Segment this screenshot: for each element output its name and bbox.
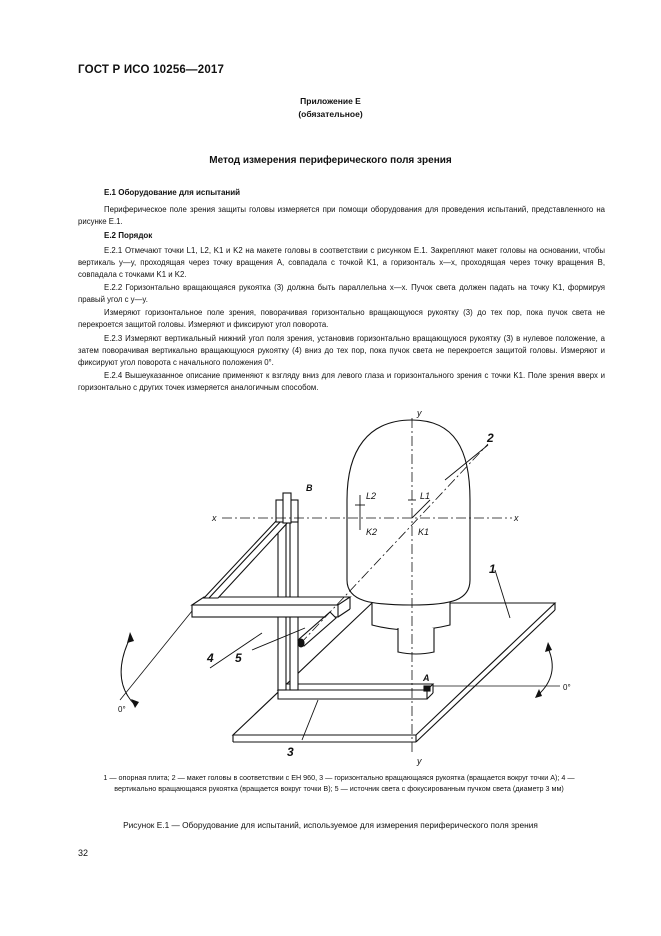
horizontal-arm [278,684,433,690]
label-k1: K1 [418,527,430,537]
e1-heading: Е.1 Оборудование для испытаний [104,188,241,197]
label-y-bottom: y [417,756,422,766]
page-number: 32 [78,848,89,858]
e2-heading: Е.2 Порядок [104,231,153,240]
label-l2: L2 [366,491,377,501]
e23-text: Е.2.3 Измеряют вертикальный нижний угол поля зрения, установив горизонтально вращающуюся рукоятку (3) в нулевое положение, а затем поворачивая вертикально вращающуюся рукоятку (4) вниз до тех пор, пока пучок света не перекроется защитой головы. Измеряют и фиксируют угол поворота с начального положения 0°. [78,334,605,367]
label-4: 4 [207,651,214,665]
figure-caption: 1 — опорная плита; 2 — макет головы в соответствии с ЕН 960, 3 — горизонтально вращающаяся рукоятка (вращается вокруг точки А); 4 — вертикально вращающаяся рукоятка (вращается вокруг точки В); 5 — источник света с фокусированным пучком света (диаметр 3 мм) [103,773,575,793]
e22-text-2: Измеряют горизонтальное поле зрения, поворачивая горизонтально вращающуюся рукоятку (3) до тех пор, пока пучок света не перекроется защитой головы. Измеряют и фиксируют угол поворота. [78,308,605,329]
label-1: 1 [489,562,496,576]
head-form [347,420,470,605]
annex-title: Приложение Е [300,96,361,106]
e22-text: Е.2.2 Горизонтально вращающаяся рукоятка (3) должна быть параллельна x—x. Пучок света должен падать на точку K1, формируя правый угол с y—y. [78,283,605,304]
figure-title: Рисунок Е.1 — Оборудование для испытаний, используемое для измерения периферического поля зрения [123,820,538,830]
label-deg-left: 0° [118,705,126,714]
label-b: B [306,483,313,493]
label-2: 2 [487,431,494,445]
label-5: 5 [235,651,242,665]
label-x-left: x [212,513,217,523]
label-l1: L1 [420,491,431,501]
annex-status: (обязательное) [298,109,363,119]
e24-text: Е.2.4 Вышеуказанное описание применяют к взгляду вниз для левого глаза и горизонтального зрения с точки K1. Поле зрения вверх и горизонтально с других точек измеряется аналогичным способом. [78,371,605,392]
e21-text: Е.2.1 Отмечают точки L1, L2, K1 и K2 на макете головы в соответствии с рисунком Е.1. Закрепляют макет головы на основании, чтобы вертикаль y—y, проходящая через точку вращения A, совпадала с точкой K1, а горизонталь x—x, проходящая через точку вращения B, совпадала с точками K1 и K2. [78,246,605,279]
document-header: ГОСТ Р ИСО 10256—2017 [78,64,225,76]
label-3: 3 [287,745,294,759]
label-y-top: y [417,408,422,418]
e1-text: Периферическое поле зрения защиты головы измеряется при помощи оборудования для проведения испытаний, представленного на рисунке Е.1. [78,205,605,226]
label-a: A [423,673,430,683]
label-x-right: x [514,513,519,523]
horizontal-rotation-arc [538,648,552,695]
section-title: Метод измерения периферического поля зрения [209,155,452,166]
label-k2: K2 [366,527,378,537]
label-deg-right: 0° [563,683,571,692]
vertical-rotation-arc [121,638,135,705]
